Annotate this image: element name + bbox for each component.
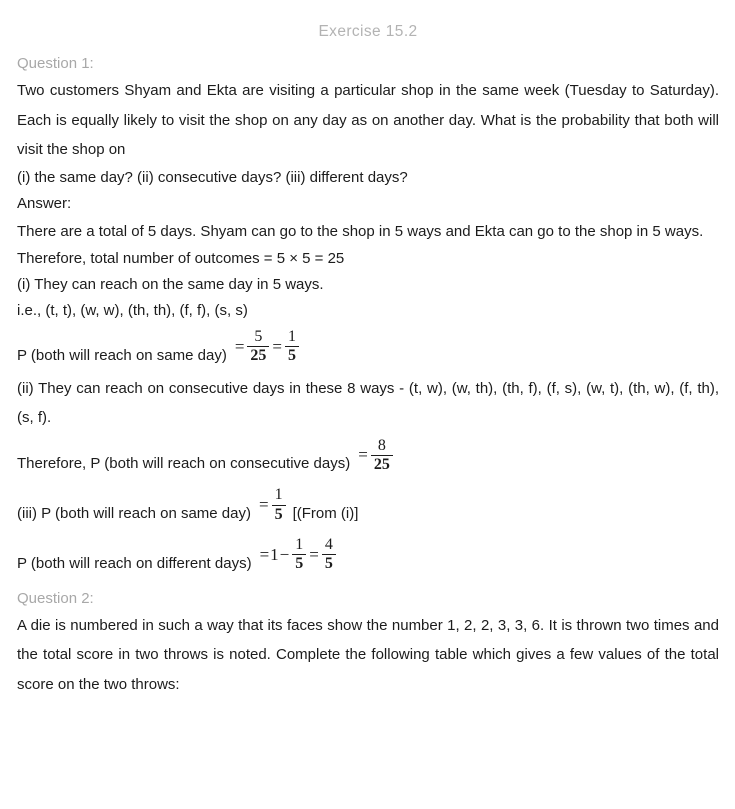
- part-ii-result-label: Therefore, P (both will reach on consecutive days): [17, 455, 351, 473]
- part-i-line-2: i.e., (t, t), (w, w), (th, th), (f, f), (s, s): [17, 302, 248, 319]
- numerator: 5: [254, 328, 263, 345]
- denominator: 25: [371, 455, 393, 473]
- part-ii-paragraph: (ii) They can reach on consecutive days in these 8 ways - (t, w), (w, th), (th, f), (f, s), (w, t), (th, w), (f, th), (s, f).: [17, 379, 719, 427]
- fraction-1-over-5: [292, 537, 306, 573]
- numerator: 1: [288, 328, 297, 345]
- numerator: 1: [274, 486, 283, 504]
- fraction-1-over-5: [272, 487, 286, 523]
- denominator: 25: [247, 346, 269, 364]
- equals-sign: =: [259, 544, 270, 564]
- answer-intro-paragraph: There are a total of 5 days. Shyam can go to the shop in 5 ways and Ekta can go to the shop in 5 ways.: [17, 222, 704, 240]
- question-2-statement-paragraph: A die is numbered in such a way that its faces show the number 1, 2, 2, 3, 3, 6. It is thrown two times and the total score in two throws is noted. Complete the following table which gives a few values of the total score on the two throws:: [17, 616, 719, 693]
- part-iii-reference-note: [(From (i)]: [292, 504, 359, 522]
- numerator: 4: [324, 535, 333, 553]
- question-1-label: Question 1:: [17, 55, 94, 72]
- integer-one: 1: [270, 544, 279, 564]
- spacer: [17, 482, 719, 496]
- minus-sign: −: [279, 544, 290, 564]
- part-ii-equation: [357, 438, 395, 474]
- part-i-result-label: P (both will reach on same day): [17, 346, 227, 364]
- numerator: 1: [295, 535, 304, 553]
- part-iii-different-days-line: [17, 535, 719, 582]
- part-iii-different-days-equation: [259, 537, 338, 573]
- fraction-1-over-5: [285, 329, 299, 365]
- part-iii-different-days-label: P (both will reach on different days): [17, 554, 252, 572]
- answer-label: Answer:: [17, 194, 72, 212]
- equals-sign: =: [272, 336, 283, 356]
- part-i-equation: [234, 329, 301, 365]
- exercise-title: Exercise 15.2: [318, 23, 418, 40]
- question-1-statement-paragraph: Two customers Shyam and Ekta are visiting a particular shop in the same week (Tuesday to Saturday). Each is equally likely to visit the shop on any day as on another day. What is the probability that both will visit the shop on: [17, 82, 719, 158]
- part-i-result-line: [17, 328, 719, 374]
- part-iii-result-label: (iii) P (both will reach on same day): [17, 504, 251, 522]
- equals-sign: =: [234, 336, 245, 356]
- denominator: 5: [285, 346, 299, 364]
- part-iii-result-line: [17, 486, 719, 532]
- spacer: [17, 324, 719, 338]
- numerator: 8: [377, 436, 386, 454]
- spacer: [17, 532, 719, 546]
- fraction-8-over-25: [371, 438, 393, 474]
- total-outcomes-line: Therefore, total number of outcomes = 5 × 5 = 25: [17, 250, 345, 267]
- denominator: 5: [322, 554, 336, 572]
- denominator: 5: [272, 505, 286, 523]
- part-iii-equation: [258, 487, 288, 523]
- spacer: [17, 582, 719, 584]
- part-ii-result-line: [17, 436, 719, 483]
- question-1-subparts-line: (i) the same day? (ii) consecutive days? (iii) different days?: [17, 168, 408, 186]
- document-content: [17, 0, 719, 699]
- denominator: 5: [292, 554, 306, 572]
- part-i-line-1: (i) They can reach on the same day in 5 ways.: [17, 276, 324, 293]
- question-2-label: Question 2:: [17, 589, 94, 607]
- equals-sign: =: [258, 495, 269, 515]
- equals-sign: =: [309, 544, 319, 564]
- equals-sign: =: [358, 445, 368, 465]
- fraction-4-over-5: [322, 537, 336, 573]
- fraction-5-over-25: [247, 329, 269, 365]
